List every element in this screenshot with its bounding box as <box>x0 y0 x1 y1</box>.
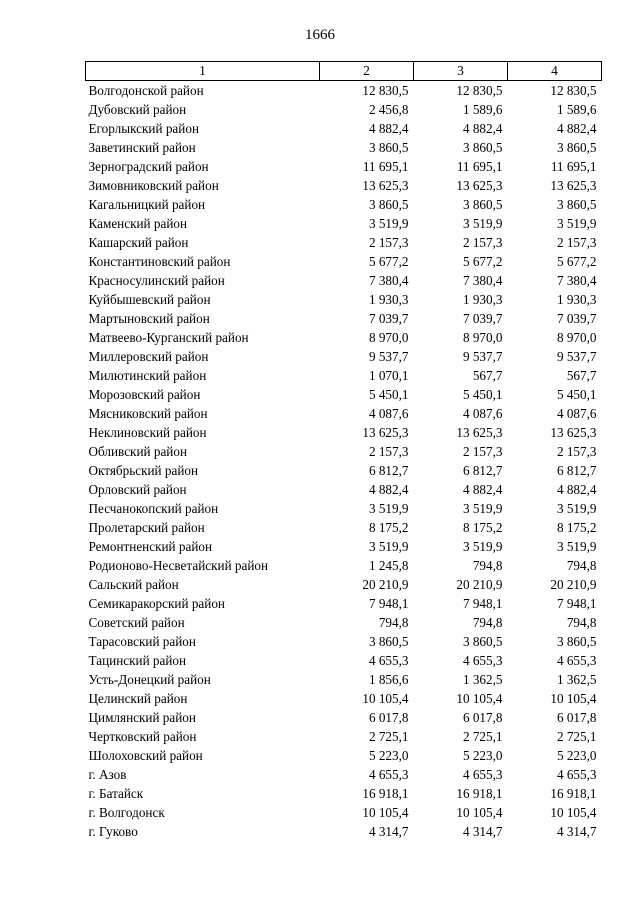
value-col-3-cell: 12 830,5 <box>456 83 503 98</box>
value-col-2-cell: 1 070,1 <box>368 368 409 383</box>
value-col-4-cell: 5 223,0 <box>556 748 597 763</box>
value-col-4-cell: 794,8 <box>566 558 597 573</box>
table-row <box>86 537 602 556</box>
value-col-4-cell: 2 157,3 <box>556 235 597 250</box>
value-col-4-cell: 3 519,9 <box>556 216 597 231</box>
value-col-2-cell: 1 245,8 <box>368 558 409 573</box>
table-row <box>86 309 602 328</box>
table-row <box>86 366 602 385</box>
value-col-4-cell: 13 625,3 <box>550 425 597 440</box>
value-col-3-cell: 2 157,3 <box>462 444 503 459</box>
value-col-3-cell: 3 519,9 <box>462 501 503 516</box>
value-col-3-cell: 794,8 <box>472 615 503 630</box>
district-name-cell: Милютинский район <box>88 368 207 383</box>
table-row <box>86 157 602 176</box>
value-col-2-cell: 5 223,0 <box>368 748 409 763</box>
value-col-3-cell: 567,7 <box>472 368 503 383</box>
value-col-4-cell: 6 017,8 <box>556 710 597 725</box>
value-col-3-cell: 3 860,5 <box>462 197 503 212</box>
value-col-3-cell: 5 450,1 <box>462 387 503 402</box>
table-row <box>86 594 602 613</box>
district-name-cell: г. Батайск <box>88 786 144 801</box>
value-col-3-cell: 10 105,4 <box>456 691 503 706</box>
value-col-3-cell: 4 882,4 <box>462 482 503 497</box>
value-col-4-cell: 4 314,7 <box>556 824 597 839</box>
table-row <box>86 233 602 252</box>
table-row <box>86 271 602 290</box>
district-name-cell: Зимовниковский район <box>88 178 219 193</box>
table-row <box>86 480 602 499</box>
table-row <box>86 746 602 765</box>
value-col-4-cell: 567,7 <box>566 368 597 383</box>
value-col-3-cell: 13 625,3 <box>456 178 503 193</box>
table-row <box>86 442 602 461</box>
district-name-cell: Красносулинский район <box>88 273 225 288</box>
value-col-4-cell: 7 380,4 <box>556 273 597 288</box>
table-row <box>86 765 602 784</box>
value-col-4-cell: 12 830,5 <box>550 83 597 98</box>
value-col-2-cell: 1 930,3 <box>368 292 409 307</box>
header-col-4: 4 <box>508 62 602 81</box>
value-col-2-cell: 7 380,4 <box>368 273 409 288</box>
value-col-2-cell: 9 537,7 <box>368 349 409 364</box>
value-col-3-cell: 1 930,3 <box>462 292 503 307</box>
value-col-3-cell: 8 970,0 <box>462 330 503 345</box>
table-row <box>86 632 602 651</box>
district-name-cell: Цимлянский район <box>88 710 196 725</box>
value-col-2-cell: 5 450,1 <box>368 387 409 402</box>
table-row <box>86 138 602 157</box>
district-name-cell: Морозовский район <box>88 387 201 402</box>
district-name-cell: Ремонтненский район <box>88 539 213 554</box>
value-col-2-cell: 10 105,4 <box>362 805 409 820</box>
district-name-cell: Песчанокопский район <box>88 501 219 516</box>
value-col-2-cell: 2 157,3 <box>368 444 409 459</box>
table-row <box>86 423 602 442</box>
table-row <box>86 670 602 689</box>
value-col-2-cell: 2 725,1 <box>368 729 409 744</box>
table-row <box>86 556 602 575</box>
value-col-3-cell: 11 695,1 <box>456 159 503 174</box>
district-name-cell: Орловский район <box>88 482 187 497</box>
table-header <box>86 62 602 81</box>
value-col-2-cell: 3 860,5 <box>368 634 409 649</box>
value-col-2-cell: 7 039,7 <box>368 311 409 326</box>
value-col-3-cell: 2 725,1 <box>462 729 503 744</box>
value-col-4-cell: 7 948,1 <box>556 596 597 611</box>
value-col-2-cell: 16 918,1 <box>362 786 409 801</box>
district-name-cell: Шолоховский район <box>88 748 203 763</box>
value-col-4-cell: 11 695,1 <box>550 159 597 174</box>
table-row <box>86 575 602 594</box>
district-name-cell: Дубовский район <box>88 102 187 117</box>
value-col-4-cell: 4 655,3 <box>556 653 597 668</box>
value-col-4-cell: 1 589,6 <box>556 102 597 117</box>
header-col-2: 2 <box>320 62 414 81</box>
district-name-cell: Зерноградский район <box>88 159 209 174</box>
value-col-4-cell: 2 725,1 <box>556 729 597 744</box>
district-name-cell: Егорлыкский район <box>88 121 199 136</box>
value-col-2-cell: 6 017,8 <box>368 710 409 725</box>
value-col-3-cell: 4 087,6 <box>462 406 503 421</box>
value-col-3-cell: 4 882,4 <box>462 121 503 136</box>
value-col-2-cell: 4 882,4 <box>368 121 409 136</box>
value-col-4-cell: 10 105,4 <box>550 805 597 820</box>
value-col-4-cell: 13 625,3 <box>550 178 597 193</box>
value-col-3-cell: 7 039,7 <box>462 311 503 326</box>
value-col-2-cell: 10 105,4 <box>362 691 409 706</box>
value-col-2-cell: 8 175,2 <box>368 520 409 535</box>
value-col-2-cell: 20 210,9 <box>362 577 409 592</box>
table-row <box>86 784 602 803</box>
value-col-4-cell: 10 105,4 <box>550 691 597 706</box>
header-col-1: 1 <box>86 62 320 81</box>
value-col-3-cell: 9 537,7 <box>462 349 503 364</box>
value-col-4-cell: 3 519,9 <box>556 539 597 554</box>
value-col-2-cell: 4 882,4 <box>368 482 409 497</box>
value-col-4-cell: 3 860,5 <box>556 140 597 155</box>
table-row <box>86 290 602 309</box>
page-number: 1666 <box>305 27 335 43</box>
value-col-2-cell: 3 519,9 <box>368 501 409 516</box>
table-row <box>86 385 602 404</box>
value-col-2-cell: 3 519,9 <box>368 216 409 231</box>
value-col-4-cell: 5 677,2 <box>556 254 597 269</box>
table-row <box>86 347 602 366</box>
value-col-4-cell: 4 882,4 <box>556 121 597 136</box>
table-row <box>86 518 602 537</box>
district-name-cell: Тарасовский район <box>88 634 196 649</box>
value-col-3-cell: 3 519,9 <box>462 216 503 231</box>
district-name-cell: Миллеровский район <box>88 349 209 364</box>
value-col-3-cell: 3 860,5 <box>462 634 503 649</box>
table-row <box>86 651 602 670</box>
value-col-2-cell: 12 830,5 <box>362 83 409 98</box>
header-row <box>86 62 602 81</box>
value-col-4-cell: 794,8 <box>566 615 597 630</box>
value-col-2-cell: 2 157,3 <box>368 235 409 250</box>
value-col-3-cell: 4 314,7 <box>462 824 503 839</box>
value-col-2-cell: 13 625,3 <box>362 425 409 440</box>
table-row <box>86 195 602 214</box>
table-row <box>86 613 602 632</box>
district-name-cell: Матвеево-Курганский район <box>88 330 249 345</box>
value-col-4-cell: 7 039,7 <box>556 311 597 326</box>
district-name-cell: Константиновский район <box>88 254 231 269</box>
value-col-2-cell: 794,8 <box>378 615 409 630</box>
district-name-cell: Советский район <box>88 615 185 630</box>
value-col-2-cell: 8 970,0 <box>368 330 409 345</box>
value-col-3-cell: 3 519,9 <box>462 539 503 554</box>
table-row <box>86 252 602 271</box>
value-col-4-cell: 5 450,1 <box>556 387 597 402</box>
value-col-3-cell: 13 625,3 <box>456 425 503 440</box>
district-name-cell: Обливский район <box>88 444 188 459</box>
district-name-cell: г. Азов <box>88 767 127 782</box>
value-col-3-cell: 6 812,7 <box>462 463 503 478</box>
district-name-cell: Мартыновский район <box>88 311 210 326</box>
table-row <box>86 689 602 708</box>
value-col-3-cell: 5 223,0 <box>462 748 503 763</box>
value-col-4-cell: 4 087,6 <box>556 406 597 421</box>
district-name-cell: Пролетарский район <box>88 520 205 535</box>
table-row <box>86 214 602 233</box>
table-row <box>86 404 602 423</box>
district-name-cell: Мясниковский район <box>88 406 208 421</box>
table-row <box>86 708 602 727</box>
table-row <box>86 727 602 746</box>
value-col-4-cell: 3 860,5 <box>556 634 597 649</box>
value-col-4-cell: 3 519,9 <box>556 501 597 516</box>
value-col-3-cell: 794,8 <box>472 558 503 573</box>
table-row <box>86 499 602 518</box>
value-col-2-cell: 3 519,9 <box>368 539 409 554</box>
table-row <box>86 100 602 119</box>
value-col-4-cell: 20 210,9 <box>550 577 597 592</box>
district-name-cell: Волгодонской район <box>88 83 204 98</box>
value-col-4-cell: 16 918,1 <box>550 786 597 801</box>
value-col-4-cell: 3 860,5 <box>556 197 597 212</box>
header-col-3: 3 <box>414 62 508 81</box>
value-col-4-cell: 9 537,7 <box>556 349 597 364</box>
value-col-2-cell: 4 087,6 <box>368 406 409 421</box>
table-row <box>86 461 602 480</box>
table-body <box>86 81 602 842</box>
value-col-2-cell: 4 655,3 <box>368 767 409 782</box>
district-name-cell: Сальский район <box>88 577 179 592</box>
table-row <box>86 176 602 195</box>
value-col-3-cell: 7 948,1 <box>462 596 503 611</box>
value-col-3-cell: 5 677,2 <box>462 254 503 269</box>
value-col-4-cell: 8 175,2 <box>556 520 597 535</box>
value-col-4-cell: 4 882,4 <box>556 482 597 497</box>
table-row <box>86 81 602 101</box>
value-col-4-cell: 1 362,5 <box>556 672 597 687</box>
district-name-cell: Куйбышевский район <box>88 292 211 307</box>
value-col-2-cell: 6 812,7 <box>368 463 409 478</box>
district-name-cell: Родионово-Несветайский район <box>88 558 269 573</box>
table-row <box>86 822 602 841</box>
district-name-cell: Заветинский район <box>88 140 196 155</box>
value-col-3-cell: 1 362,5 <box>462 672 503 687</box>
value-col-3-cell: 20 210,9 <box>456 577 503 592</box>
district-name-cell: Октябрьский район <box>88 463 199 478</box>
district-name-cell: Семикаракорский район <box>88 596 225 611</box>
value-col-4-cell: 6 812,7 <box>556 463 597 478</box>
value-col-4-cell: 4 655,3 <box>556 767 597 782</box>
value-col-3-cell: 16 918,1 <box>456 786 503 801</box>
value-col-4-cell: 8 970,0 <box>556 330 597 345</box>
value-col-2-cell: 2 456,8 <box>368 102 409 117</box>
value-col-2-cell: 3 860,5 <box>368 140 409 155</box>
district-name-cell: Кашарский район <box>88 235 189 250</box>
value-col-3-cell: 3 860,5 <box>462 140 503 155</box>
district-name-cell: г. Гуково <box>88 824 138 839</box>
value-col-2-cell: 3 860,5 <box>368 197 409 212</box>
table-row <box>86 119 602 138</box>
district-name-cell: г. Волгодонск <box>88 805 165 820</box>
value-col-2-cell: 7 948,1 <box>368 596 409 611</box>
value-col-3-cell: 4 655,3 <box>462 653 503 668</box>
value-col-2-cell: 5 677,2 <box>368 254 409 269</box>
value-col-4-cell: 2 157,3 <box>556 444 597 459</box>
value-col-2-cell: 13 625,3 <box>362 178 409 193</box>
district-name-cell: Усть-Донецкий район <box>88 672 211 687</box>
value-col-3-cell: 10 105,4 <box>456 805 503 820</box>
table-row <box>86 328 602 347</box>
value-col-2-cell: 11 695,1 <box>362 159 409 174</box>
district-name-cell: Тацинский район <box>88 653 187 668</box>
district-name-cell: Каменский район <box>88 216 188 231</box>
district-name-cell: Неклиновский район <box>88 425 207 440</box>
district-name-cell: Целинский район <box>88 691 188 706</box>
value-col-2-cell: 1 856,6 <box>368 672 409 687</box>
value-col-3-cell: 1 589,6 <box>462 102 503 117</box>
value-col-3-cell: 2 157,3 <box>462 235 503 250</box>
table-row <box>86 803 602 822</box>
value-col-3-cell: 4 655,3 <box>462 767 503 782</box>
value-col-2-cell: 4 655,3 <box>368 653 409 668</box>
district-name-cell: Чертковский район <box>88 729 197 744</box>
value-col-3-cell: 8 175,2 <box>462 520 503 535</box>
value-col-3-cell: 7 380,4 <box>462 273 503 288</box>
value-col-2-cell: 4 314,7 <box>368 824 409 839</box>
value-col-3-cell: 6 017,8 <box>462 710 503 725</box>
value-col-4-cell: 1 930,3 <box>556 292 597 307</box>
district-name-cell: Кагальницкий район <box>88 197 206 212</box>
budget-table <box>85 61 602 841</box>
